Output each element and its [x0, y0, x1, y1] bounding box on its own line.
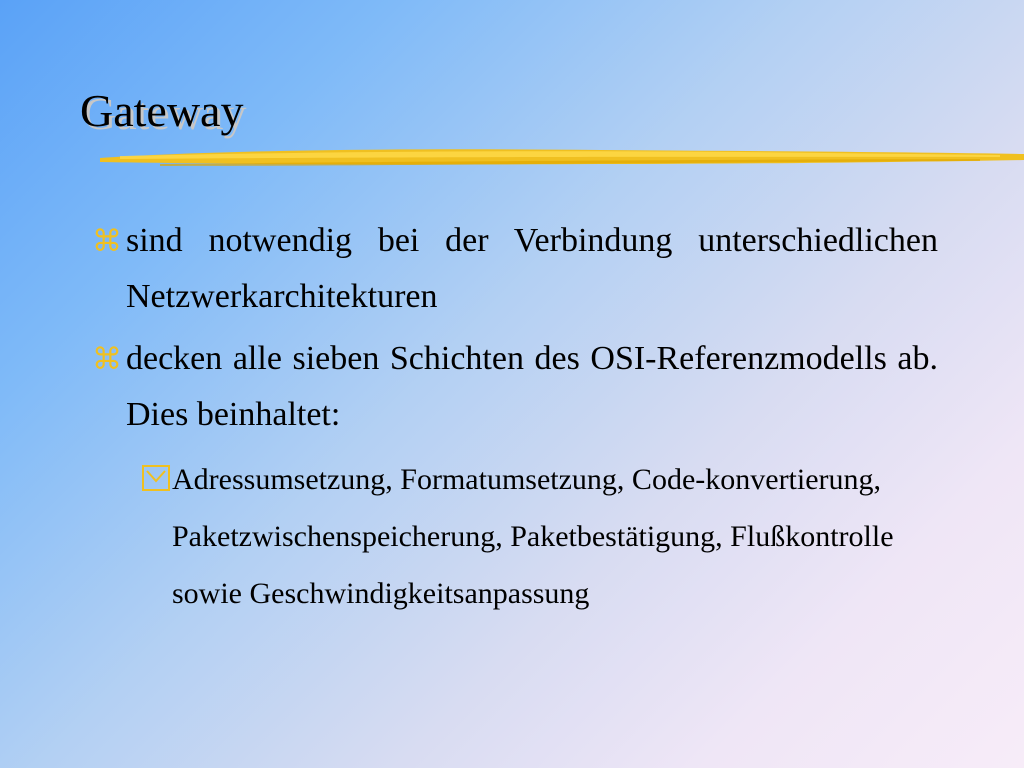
sub-bullet-text: Adressumsetzung, Formatumsetzung, Code-konvertierung, Paketzwischenspeicherung, Paketbestätigung, Flußkontrolle sowie Geschwindigkeitsanpassung — [172, 463, 894, 610]
bullet-text: sind notwendig bei der Verbindung unterschiedlichen Netzwerkarchitekturen — [126, 222, 938, 315]
bullet-item-1 — [92, 213, 938, 324]
checkbox-check-icon — [140, 461, 172, 493]
sub-bullet-item-1 — [140, 451, 940, 622]
slide-title: Gateway — [80, 85, 244, 136]
command-key-icon: ⌘ — [92, 342, 122, 377]
command-key-icon: ⌘ — [92, 224, 122, 259]
bullet-item-2 — [92, 331, 938, 442]
title-underline-brushstroke — [100, 138, 1024, 178]
bullet-text: decken alle sieben Schichten des OSI-Referenzmodells ab. Dies beinhaltet: — [126, 340, 938, 433]
